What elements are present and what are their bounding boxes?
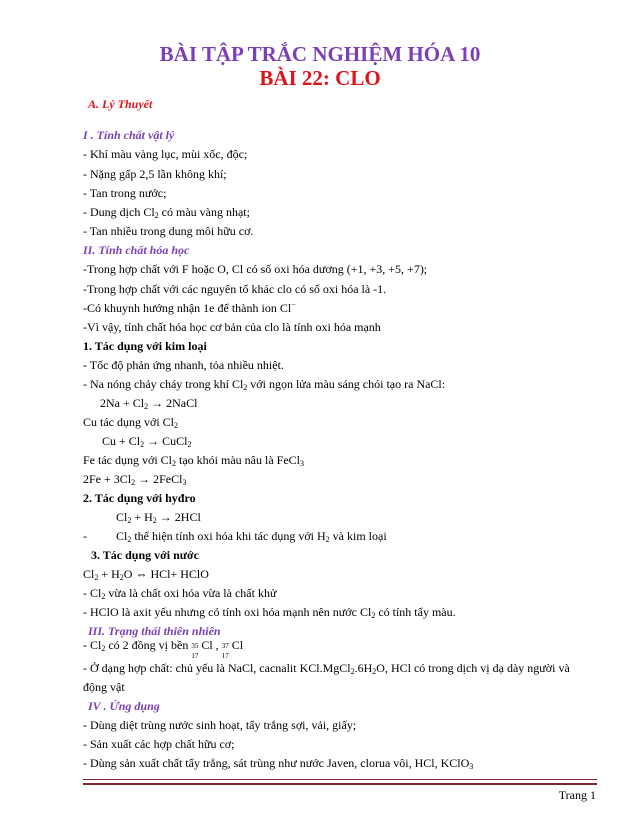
text-line: - Dùng diệt trùng nước sinh hoạt, tẩy trắng sợi, vải, giấy; (83, 718, 357, 732)
text-line: -Trong hợp chất với F hoặc O, Cl có số oxi hóa dương (+1, +3, +5, +7); (83, 262, 428, 276)
equation: $2Fe + 3Cl_2$ → 2FeCl$_3$ (83, 472, 187, 487)
page-number: Trang 1 (558, 788, 596, 802)
bullet-dash: - (83, 529, 87, 543)
text-line: - Dùng sản xuất chất tẩy trắng, sát trùng như nước Javen, clorua vôi, HCl, KClO$_3$ (83, 756, 474, 771)
text-line: -Trong hợp chất với các nguyên tố khác clo có số oxi hóa là -1. (83, 282, 387, 296)
text-line: - Nặng gấp 2,5 lần không khí; (83, 167, 227, 181)
isotope-cl37: 37 17 (221, 642, 229, 660)
text-line: - Tan trong nước; (83, 186, 167, 200)
equation: $Cu + Cl_2$ → CuCl$_2$ (102, 434, 192, 449)
text-line: - Tan nhiều trong dung môi hữu cơ. (83, 224, 254, 238)
text-line: - Khí màu vàng lục, mùi xốc, độc; (83, 147, 248, 161)
text-line: $Cl_2$ thể hiện tính oxi hóa khi tác dụng với $H_2$ và kim loại (116, 529, 387, 544)
text-line: - Tốc độ phản ứng nhanh, tỏa nhiều nhiệt. (83, 358, 284, 372)
text-line: - Dung dịch $Cl_2$ có màu vàng nhạt; (83, 205, 250, 220)
document-title: BÀI TẬP TRẮC NGHIỆM HÓA 10 (159, 42, 481, 66)
text-line: - Ở dạng hợp chất: chủ yếu là NaCl, cacnalit $KCl.MgCl_2.6H_2O$, HCl có trong dịch vị dạ dày người và (83, 661, 570, 676)
equation: $Cl_2 + H_2O$ ⇔ HCl+ HClO (83, 567, 209, 582)
text-line: - Na nóng chảy cháy trong khí $Cl_2$ với ngọn lửa màu sáng chói tạo ra NaCl: (83, 377, 446, 392)
footer-divider (83, 779, 597, 785)
section-1-heading: I . Tính chất vật lý (83, 128, 175, 142)
subheading: 2. Tác dụng với hyđro (83, 491, 196, 505)
text-line: động vật (83, 680, 125, 694)
section-4-heading: IV . Ứng dụng (88, 699, 160, 713)
isotope-cl35: 35 17 (191, 642, 199, 660)
text-line: Cu tác dụng với $Cl_2$ (83, 415, 179, 430)
text-line: -Vì vậy, tính chất hóa học cơ bản của clo là tính oxi hóa mạnh (83, 320, 381, 334)
text-line: - $Cl_2$ vừa là chất oxi hóa vừa là chất khử (83, 586, 277, 601)
equation: $Cl_2 + H_2 \to 2HCl$ (116, 510, 201, 525)
text-line: Fe tác dụng với $Cl_2$ tạo khói màu nâu là FeCl$_3$ (83, 453, 304, 468)
text-line: - Sản xuất các hợp chất hữu cơ; (83, 737, 235, 751)
document-subtitle: BÀI 22: CLO (259, 66, 381, 90)
text-line: - HClO là axit yếu nhưng có tính oxi hóa mạnh nên nước $Cl_2$ có tính tẩy màu. (83, 605, 456, 620)
section-a-heading: A. Lý Thuyết (88, 97, 153, 111)
text-line: - $Cl_2$ có 2 đồng vị bền 35 17 Cl , 37 17 Cl (83, 638, 244, 660)
section-2-heading: II. Tính chất hóa học (83, 243, 190, 257)
subheading: 1. Tác dụng với kim loại (83, 339, 207, 353)
subheading: 3. Tác dụng với nước (91, 548, 199, 562)
section-3-heading: III. Trạng thái thiên nhiên (88, 624, 221, 638)
equation: $2Na + Cl_2$ → 2NaCl (100, 396, 198, 411)
text-line: -Có khuynh hướng nhận 1e để thành ion Cl− (83, 300, 296, 315)
